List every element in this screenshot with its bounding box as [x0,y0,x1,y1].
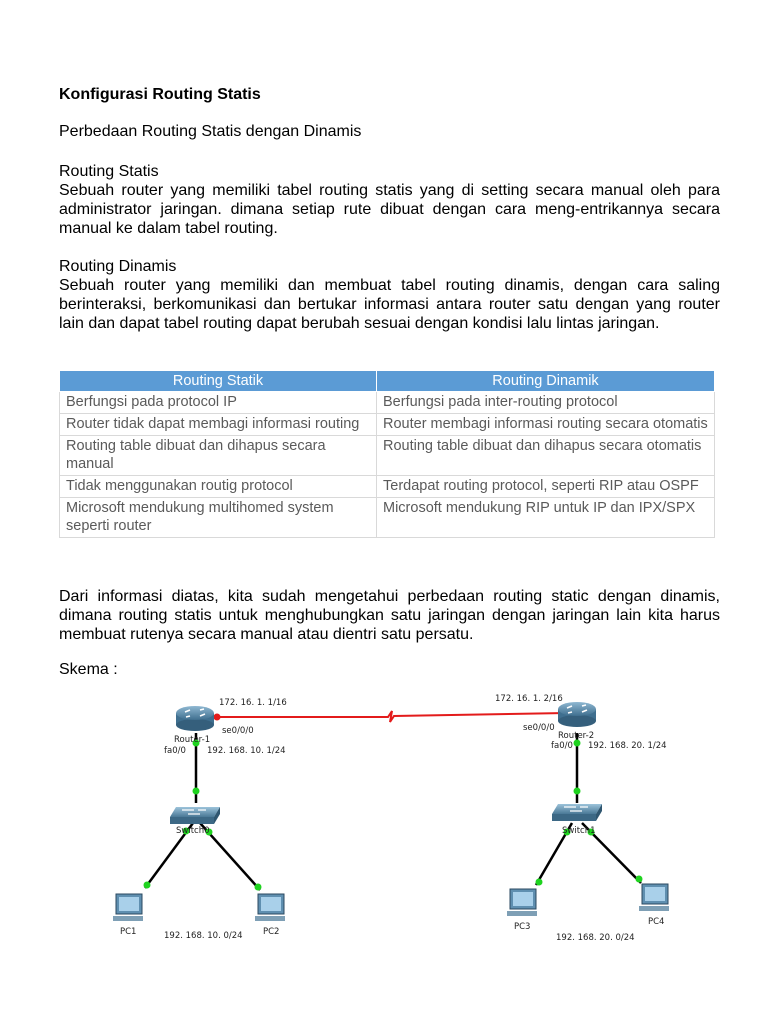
section-heading-statis: Routing Statis [59,163,159,180]
section-heading-dinamis: Routing Dinamis [59,258,177,275]
router-1-icon[interactable] [176,706,214,731]
pc1-label: PC1 [120,927,137,937]
table-row [60,498,715,538]
document-subtitle: Perbedaan Routing Statis dengan Dinamis [59,123,362,140]
table-row [60,476,715,498]
pc3-label: PC3 [514,922,531,932]
table-row [60,392,715,414]
table-cell: Berfungsi pada protocol IP [60,392,377,414]
table-cell: Berfungsi pada inter-routing protocol [377,392,715,414]
table-cell: Router tidak dapat membagi informasi routing [60,414,377,436]
section-body-dinamis: Sebuah router yang memiliki dan membuat tabel routing dinamis, dengan cara saling berinteraksi, berkomunikasi dan bertukar informasi antara router satu dengan yang router lain dan dapat tabel routing dapat berubah sesuai dengan kondisi lalu lintas jaringan. [59,277,720,332]
section-routing-dinamis [59,257,720,333]
router-2-name: Router-2 [558,731,595,741]
router-2-icon[interactable] [558,702,596,727]
pc3-icon[interactable] [507,889,537,916]
router-1-serial-ip: 172. 16. 1. 1/16 [219,698,287,708]
router-2-fa-if: fa0/0 [551,741,573,751]
switch-1-icon[interactable] [552,804,602,821]
table-cell: Microsoft mendukung RIP untuk IP dan IPX/SPX [377,498,715,538]
router-1-fa-ip: 192. 168. 10. 1/24 [207,746,286,756]
router-2-serial-if: se0/0/0 [523,723,555,733]
router-1-serial-if: se0/0/0 [222,726,254,736]
router-1-name: Router-1 [174,735,211,745]
network-2-label: 192. 168. 20. 0/24 [556,933,635,943]
router-2-serial-ip: 172. 16. 1. 2/16 [495,694,563,704]
table-header-statik: Routing Statik [60,371,377,392]
serial-link [217,711,567,722]
table-row [60,436,715,476]
section-body-statis: Sebuah router yang memiliki tabel routing statis yang di setting secara manual oleh para administrator jaringan. dimana setiap rute dibuat dengan cara meng-entrikannya secara manual ke dalam tabel routing. [59,182,720,237]
switch-1-label: Switch1 [562,826,596,836]
router-1-fa-if: fa0/0 [164,746,186,756]
skema-label: Skema : [59,661,118,678]
pc2-icon[interactable] [255,894,285,921]
router-2-fa-ip: 192. 168. 20. 1/24 [588,741,667,751]
switch-0-label: Switch0 [176,826,210,836]
comparison-table [59,370,715,538]
section-routing-statis [59,162,720,238]
network-diagram [100,685,700,950]
conclusion-paragraph: Dari informasi diatas, kita sudah mengetahui perbedaan routing static dengan dinamis, dimana routing statis untuk menghubungkan satu jaringan dengan jaringan lain kita harus membuat rutenya secara manual atau dientri satu persatu. [59,588,720,643]
table-cell: Microsoft mendukung multihomed system seperti router [60,498,377,538]
link-end-dot [214,714,221,721]
network-1-label: 192. 168. 10. 0/24 [164,931,243,941]
table-cell: Terdapat routing protocol, seperti RIP atau OSPF [377,476,715,498]
pc1-icon[interactable] [113,894,143,921]
document-title: Konfigurasi Routing Statis [59,86,261,103]
table-cell: Routing table dibuat dan dihapus secara otomatis [377,436,715,476]
pc4-label: PC4 [648,917,665,927]
table-cell: Routing table dibuat dan dihapus secara manual [60,436,377,476]
table-row [60,414,715,436]
table-cell: Router membagi informasi routing secara otomatis [377,414,715,436]
table-header-dinamik: Routing Dinamik [377,371,715,392]
table-header-row [60,371,715,392]
pc2-label: PC2 [263,927,280,937]
pc4-icon[interactable] [639,884,669,911]
switch-0-icon[interactable] [170,807,220,824]
table-cell: Tidak menggunakan routig protocol [60,476,377,498]
